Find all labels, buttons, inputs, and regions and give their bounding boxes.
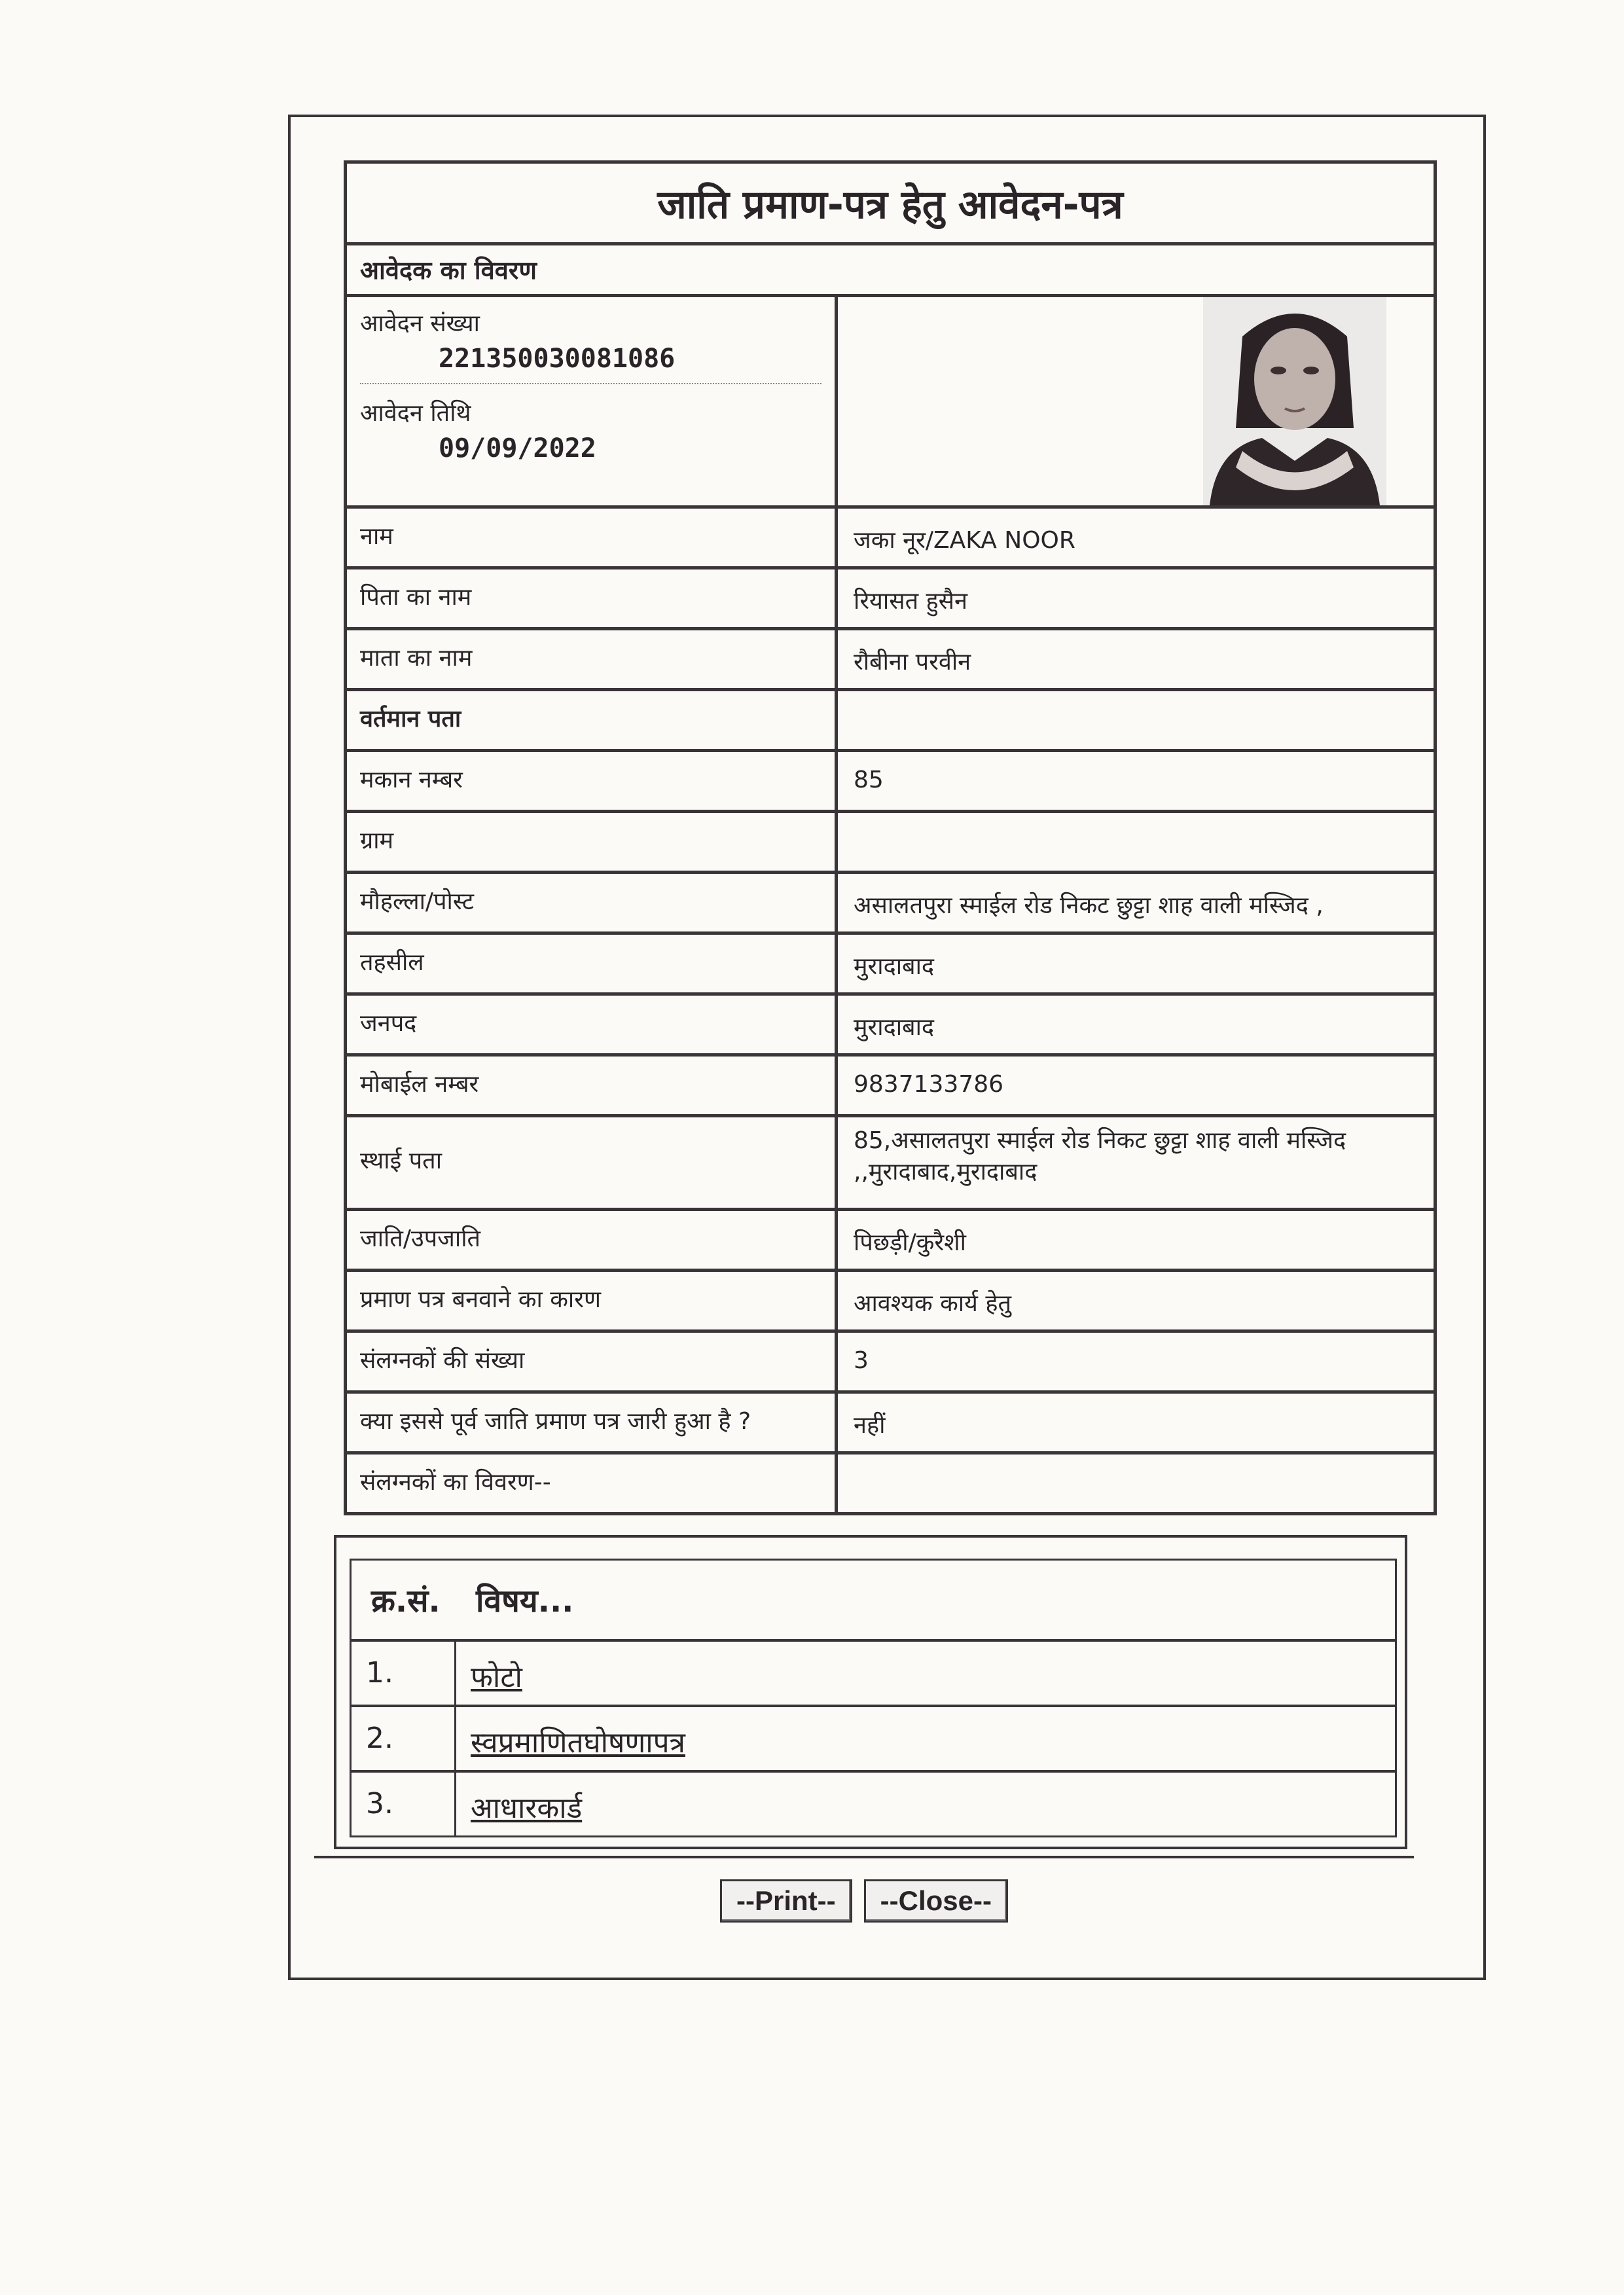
section-applicant-details: आवेदक का विवरण (347, 245, 1434, 297)
applicant-photo (1203, 297, 1386, 505)
photo-cell (838, 297, 1434, 505)
field-row-mother-name (347, 630, 1434, 691)
application-number: 221350030081086 (439, 344, 676, 374)
field-label: स्थाई पता (347, 1117, 838, 1208)
application-info (347, 297, 838, 505)
field-row-tehsil (347, 935, 1434, 996)
field-value: नहीं (854, 1412, 886, 1439)
field-row-mobile (347, 1057, 1434, 1117)
field-label: ग्राम (347, 813, 838, 871)
field-value (838, 813, 1434, 871)
attachment-sn: 2. (352, 1707, 456, 1770)
field-value: जका नूर/ZAKA NOOR (854, 527, 1075, 554)
field-value (838, 1455, 1434, 1512)
field-label: मकान नम्बर (347, 752, 838, 810)
field-row-reason (347, 1272, 1434, 1333)
field-row-caste (347, 1211, 1434, 1272)
field-value: रियासत हुसैन (854, 588, 967, 615)
field-label: मौहल्ला/पोस्ट (347, 874, 838, 931)
field-value (838, 691, 1434, 749)
field-label: वर्तमान पता (347, 691, 838, 749)
field-row-previous-certificate (347, 1394, 1434, 1455)
field-row-current-address (347, 691, 1434, 752)
field-label: नाम (347, 509, 838, 566)
field-label: माता का नाम (347, 630, 838, 688)
field-value: मुरादाबाद (854, 953, 935, 980)
field-label: मोबाईल नम्बर (347, 1057, 838, 1114)
field-value: 85 (854, 767, 884, 793)
attachment-link[interactable]: स्वप्रमाणितघोषणापत्र (471, 1726, 685, 1760)
action-bar (314, 1856, 1414, 1943)
attachments-box (334, 1535, 1407, 1849)
attachment-sn: 1. (352, 1642, 456, 1705)
field-row-attachment-details (347, 1455, 1434, 1512)
field-row-district (347, 996, 1434, 1057)
field-label: प्रमाण पत्र बनवाने का कारण (347, 1272, 838, 1329)
field-label: संलग्नकों का विवरण-- (347, 1455, 838, 1512)
field-value: रौबीना परवीन (854, 649, 971, 676)
field-label: पिता का नाम (347, 569, 838, 627)
divider (360, 383, 821, 384)
field-label: तहसील (347, 935, 838, 992)
attachments-header (352, 1561, 1395, 1639)
field-value: 9837133786 (854, 1071, 1004, 1098)
field-row-attachment-count (347, 1333, 1434, 1394)
field-label: क्या इससे पूर्व जाति प्रमाण पत्र जारी हुआ है ? (347, 1394, 838, 1451)
application-date: 09/09/2022 (439, 433, 596, 463)
col-serial-number: क्र.सं. (371, 1582, 441, 1619)
attachment-row (352, 1770, 1395, 1835)
application-number-label: आवेदन संख्या (360, 310, 480, 337)
col-subject: विषय... (476, 1582, 574, 1619)
application-form-table (344, 160, 1437, 1515)
close-button[interactable]: --Close-- (864, 1879, 1008, 1923)
field-value: मुरादाबाद (854, 1014, 935, 1041)
field-value: आवश्यक कार्य हेतु (854, 1290, 1012, 1317)
field-row-permanent-address (347, 1117, 1434, 1211)
attachment-sn: 3. (352, 1773, 456, 1835)
field-row-village (347, 813, 1434, 874)
field-label: जनपद (347, 996, 838, 1053)
field-value: 85,असालतपुरा स्माईल रोड निकट छुट्टा शाह वाली मस्जिद ,,मुरादाबाद,मुरादाबाद (854, 1127, 1346, 1185)
form-title: जाति प्रमाण-पत्र हेतु आवेदन-पत्र (347, 164, 1434, 245)
application-header-block (347, 297, 1434, 509)
field-label: संलग्नकों की संख्या (347, 1333, 838, 1390)
field-value: पिछड़ी/कुरैशी (854, 1229, 966, 1256)
attachment-row (352, 1705, 1395, 1770)
attachment-link[interactable]: फोटो (471, 1661, 522, 1694)
attachments-table (350, 1559, 1397, 1837)
field-label: जाति/उपजाति (347, 1211, 838, 1269)
field-row-father-name (347, 569, 1434, 630)
application-date-label: आवेदन तिथि (360, 400, 471, 427)
field-row-locality (347, 874, 1434, 935)
field-row-name (347, 509, 1434, 569)
field-row-house-number (347, 752, 1434, 813)
print-button[interactable]: --Print-- (720, 1879, 852, 1923)
attachment-row (352, 1639, 1395, 1705)
field-value: असालतपुरा स्माईल रोड निकट छुट्टा शाह वाली मस्जिद , (854, 892, 1324, 919)
field-value: 3 (854, 1347, 869, 1374)
attachment-link[interactable]: आधारकार्ड (471, 1792, 583, 1825)
